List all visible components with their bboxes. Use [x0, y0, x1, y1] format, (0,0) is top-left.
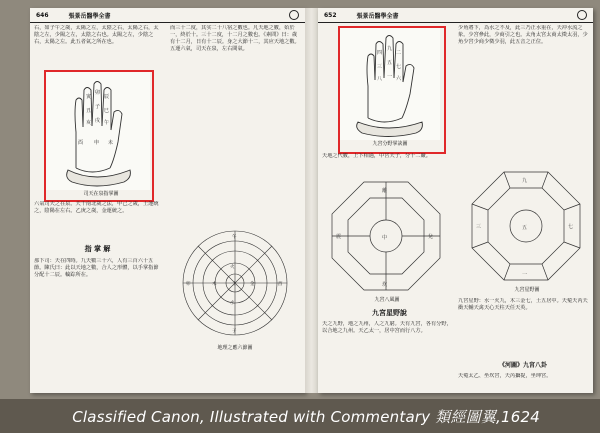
svg-text:六: 六: [396, 76, 402, 82]
svg-text:五: 五: [522, 225, 528, 231]
right-seal-icon: [577, 10, 587, 20]
svg-text:酉: 酉: [278, 282, 283, 287]
svg-text:水: 水: [230, 301, 235, 306]
left-text-lower: 那下司：天在四時。九天數三十六，人有三百六十五節。陳氏曰：此以天地之數，合人之形體，以手掌指節分配十二辰。輪踪所在。: [34, 258, 159, 278]
left-circular-diagram: [180, 228, 290, 338]
svg-text:申: 申: [94, 140, 100, 146]
left-page-number: 646: [36, 11, 49, 19]
svg-text:三: 三: [377, 64, 383, 70]
svg-text:金: 金: [250, 282, 255, 287]
svg-text:木: 木: [212, 282, 217, 287]
svg-text:午: 午: [232, 235, 237, 240]
svg-text:中: 中: [382, 235, 388, 241]
svg-text:七: 七: [396, 64, 402, 70]
svg-text:午: 午: [104, 120, 110, 126]
left-hand-figure-label: 司天在泉指掌圖: [83, 191, 119, 197]
left-highlight-box: [44, 70, 154, 202]
right-text-bottom: 天之九野，地之九州，人之九窮。天有九宮，各有分野，以合地之九州。天乙太一，居中宮而行八方。: [322, 321, 452, 334]
svg-text:巳: 巳: [104, 108, 110, 114]
svg-text:五: 五: [387, 60, 393, 66]
svg-text:四: 四: [377, 50, 383, 56]
right-text-top-column: 少角將下，為水之不及，此三乃正水重在，天冲水流之象。少宮參此，少商引之也。太角太宮太商太徵太羽，少角少宮少商少徵少羽，此五音之正位。: [458, 25, 588, 45]
right-page-number: 652: [324, 11, 337, 19]
svg-text:七: 七: [568, 224, 574, 230]
svg-text:火: 火: [230, 265, 235, 270]
svg-text:酉: 酉: [78, 140, 84, 146]
svg-text:辰: 辰: [104, 94, 110, 100]
svg-text:子: 子: [232, 329, 237, 334]
right-text-bottom-right: 九宮星野：水一火九，木三金七，土五居中。天蒬天芮天衝天輔天禽天心天柱天任天英。: [458, 298, 588, 311]
right-diagram-right-label: 九宮星野圖: [514, 287, 540, 293]
svg-text:坎: 坎: [382, 282, 388, 288]
svg-text:離: 離: [382, 188, 388, 194]
right-hand-figure-label: 九宮分野掌訣圖: [372, 141, 408, 147]
svg-text:九: 九: [387, 46, 393, 52]
left-book-page: [30, 8, 305, 393]
svg-text:九: 九: [522, 178, 528, 184]
right-text-mid: 天地之代數，上下相過，中宮天子，分十二廠。: [322, 153, 431, 159]
right-highlight-box: [338, 26, 446, 154]
svg-text:亥: 亥: [86, 120, 92, 126]
left-running-title: 張景岳醫學全書: [68, 12, 111, 20]
right-section-heading: 九宮星野說: [372, 308, 407, 317]
svg-text:丑: 丑: [86, 108, 92, 114]
svg-text:戌: 戌: [95, 118, 101, 124]
svg-text:卯: 卯: [186, 282, 191, 287]
right-running-title: 張景岳醫學全書: [356, 12, 399, 20]
left-page-header: [30, 8, 305, 23]
svg-text:未: 未: [108, 140, 114, 146]
right-footer-heading: 《河圖》九宮八卦: [498, 362, 547, 369]
right-octagon-diagram-right: [468, 168, 584, 284]
left-seal-icon: [289, 10, 299, 20]
left-section-heading: 指 掌 解: [84, 244, 111, 253]
caption-bar: [0, 399, 600, 433]
svg-text:卯: 卯: [95, 90, 101, 96]
left-bottom-figure-label: 地理之應六節圖: [217, 345, 253, 351]
svg-text:一: 一: [387, 74, 393, 80]
right-diagram-left-label: 九宮八風圖: [374, 297, 400, 303]
right-octagon-diagram-left: [328, 178, 444, 294]
svg-text:震: 震: [336, 234, 342, 240]
book-gutter: [305, 8, 318, 393]
svg-text:三: 三: [476, 224, 482, 230]
svg-text:兌: 兌: [428, 234, 434, 240]
left-text-top: 右，如子午之歲，太陽之左，太陰之右，太陽之右，太陰之左，少陽之左，太陰之右也。太陽之左，少陰之右，太陽之左。此五者氣之所在也。: [34, 25, 159, 45]
svg-text:一: 一: [522, 272, 528, 278]
svg-text:八: 八: [377, 76, 383, 82]
right-footer-text: 天蒬太乙、坐坎宮，天芮攝提，坐坤宮。: [458, 373, 552, 379]
svg-text:子: 子: [95, 104, 101, 110]
left-text-mid: 六氣司天之在泉。天干南北歲之法，甲己之歲，土運統之，陰陽在左右。乙庚之歲，金運統之。: [34, 201, 159, 214]
left-bottom-figure-note: [180, 353, 292, 373]
svg-text:二: 二: [396, 50, 402, 56]
svg-text:寅: 寅: [86, 94, 92, 100]
svg-text:土: 土: [232, 282, 237, 287]
right-page-header: [318, 8, 593, 23]
slide-caption: Classified Canon, Illustrated with Commentary 類經圖翼,1624: [72, 408, 540, 426]
right-book-page: [318, 8, 593, 393]
left-text-right-column: 而三十二度，其实二十八宿之數也。凡天地之數，始於一，終於十。三十二度，十二月之數也。《素問》曰：歲有十二月，日有十二辰。身之大節十二，其应天地之數。五運六氣，司天在泉，左右間氣。: [170, 25, 300, 52]
